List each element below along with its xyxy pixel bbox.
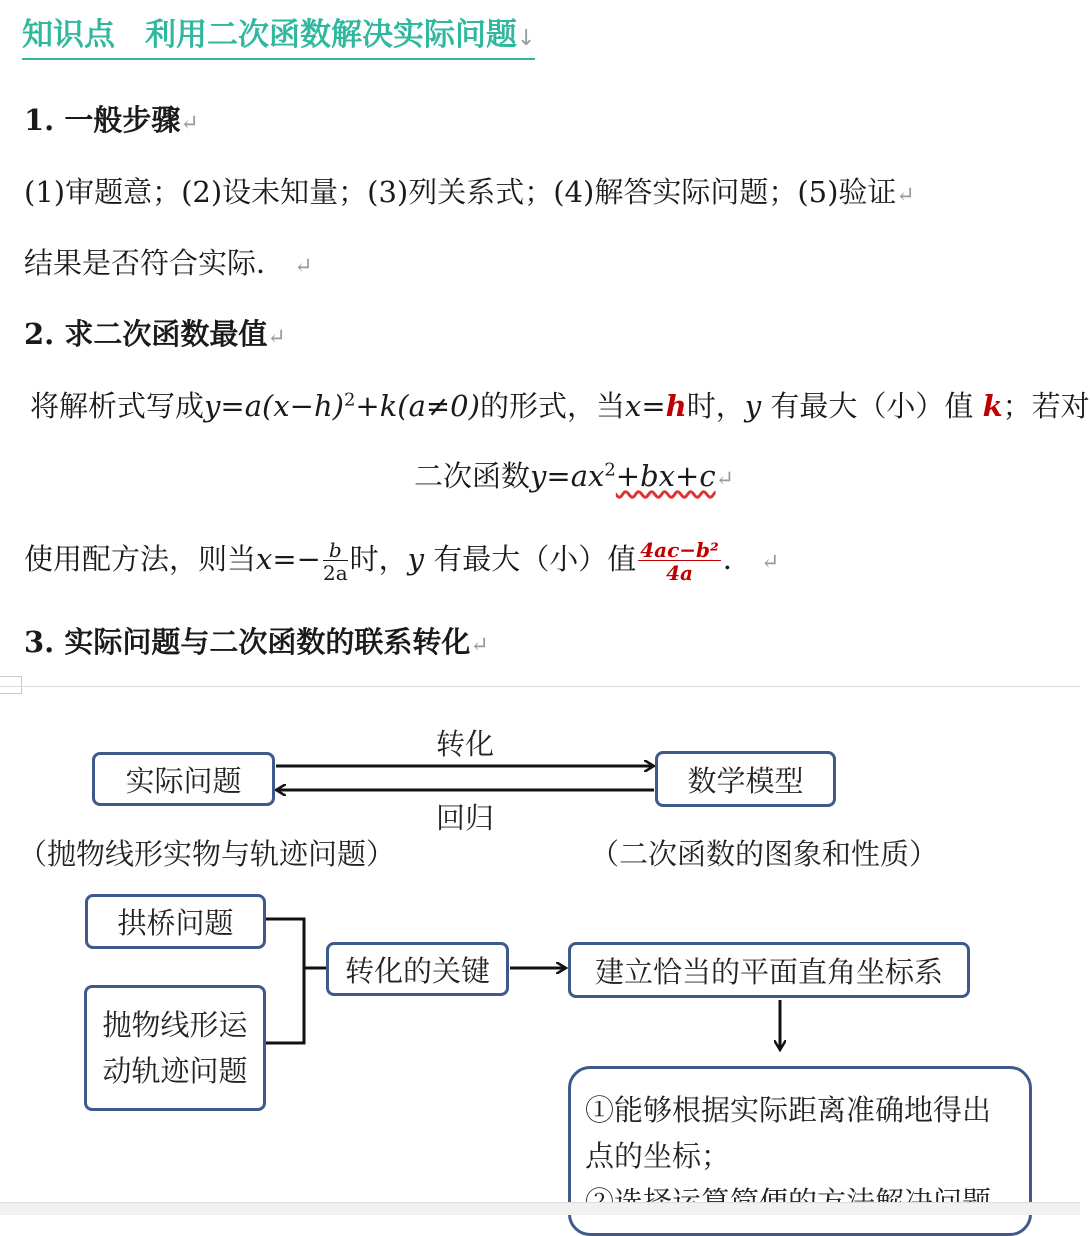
superscript: 2: [604, 459, 616, 481]
caption-left: （抛物线形实物与轨迹问题）: [18, 837, 396, 871]
box-parabola-problem: [84, 985, 266, 1111]
text: 有最大（小）值: [424, 542, 637, 576]
text: 使用配方法，则当: [24, 542, 257, 576]
section-3-title-text: 3. 实际问题与二次函数的联系转化: [24, 625, 471, 659]
text: ．: [722, 542, 752, 576]
box-label-line: 点的坐标；: [585, 1139, 731, 1173]
paragraph-mark-icon: ↵: [715, 467, 734, 492]
fraction-numerator: b: [323, 540, 348, 561]
paragraph-mark-icon: ↵: [761, 550, 780, 575]
bottom-toolbar-edge: [0, 1202, 1080, 1215]
fraction-denominator: 4a: [666, 560, 693, 585]
text: 将解析式写成: [30, 389, 205, 423]
box-math-model: [655, 751, 836, 807]
box-coordinate-system: [568, 942, 970, 998]
paragraph-mark-icon: ↵: [470, 633, 489, 658]
box-label: 实际问题: [125, 763, 242, 798]
heading-label: 知识点: [22, 17, 115, 53]
steps-text-2: 结果是否符合实际．: [24, 246, 286, 280]
paragraph-mark-icon: ↵: [294, 254, 313, 279]
bracket-connector: [266, 919, 304, 1043]
box-label: 转化的关键: [344, 953, 490, 988]
formula: y=ax: [530, 459, 605, 493]
superscript: 2: [343, 389, 356, 411]
formula: y: [744, 389, 762, 423]
text: 二次函数: [414, 459, 531, 493]
highlight-k: k: [982, 389, 1003, 423]
paragraph-mark-icon: ↵: [896, 183, 915, 208]
formula: x=: [624, 389, 666, 423]
steps-text-1: (1)审题意；(2)设未知量；(3)列关系式；(4)解答实际问题；(5)验证: [24, 175, 897, 209]
heading-title: 利用二次函数解决实际问题: [145, 17, 517, 53]
box-label-line: 抛物线形运: [102, 1008, 248, 1042]
box-label: 数学模型: [687, 763, 804, 798]
caption-right: （二次函数的图象和性质）: [590, 837, 939, 871]
formula: y=a(x−h): [204, 389, 344, 423]
section-2-title-text: 2. 求二次函数最值: [24, 317, 268, 351]
text: 的形式，当: [479, 389, 625, 423]
fraction-denominator: 2a: [322, 560, 348, 585]
highlight-h: h: [665, 389, 687, 423]
formula: +bx+c: [615, 459, 716, 493]
formula: x=−: [256, 542, 321, 576]
box-real-problem: [92, 752, 275, 806]
formula: +k(a≠0): [355, 389, 480, 423]
box-label: 建立恰当的平面直角坐标系: [594, 954, 943, 989]
box-key: [326, 942, 509, 996]
paragraph-mark-icon: ↓: [517, 26, 536, 51]
formula: y: [407, 542, 425, 576]
box-label: 拱桥问题: [117, 906, 234, 940]
section-1-title-text: 1. 一般步骤: [24, 103, 181, 137]
fraction-numerator: 4ac−b²: [640, 537, 719, 562]
paragraph-mark-icon: ↵: [180, 111, 199, 136]
label-convert: 转化: [436, 727, 495, 761]
label-return: 回归: [436, 801, 495, 835]
box-bridge-problem: [85, 894, 266, 949]
paragraph-mark-icon: ↵: [267, 325, 286, 350]
box-label-line: 动轨迹问题: [102, 1054, 248, 1088]
text: 时，: [349, 542, 408, 576]
text: 有最大（小）值: [761, 389, 983, 423]
text: 时，: [686, 389, 745, 423]
text: ；若对: [1002, 389, 1090, 423]
box-label-line: ①能够根据实际距离准确地得出: [585, 1093, 992, 1127]
